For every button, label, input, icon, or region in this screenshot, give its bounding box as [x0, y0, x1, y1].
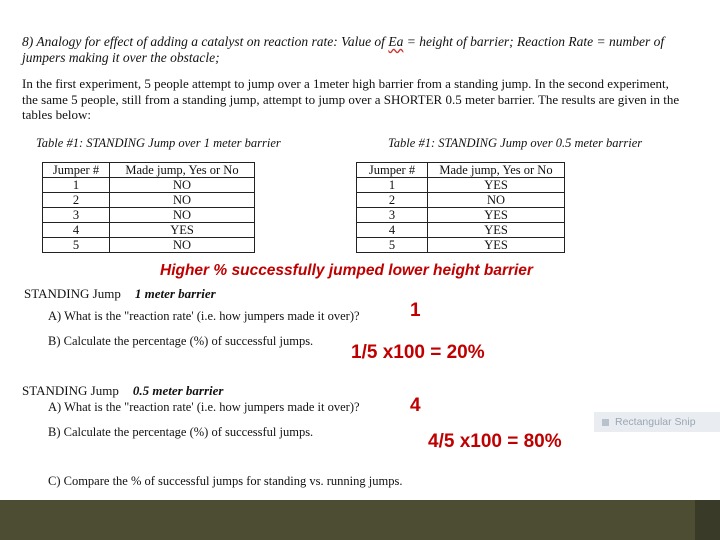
section2-answer-a: 4 [410, 395, 421, 416]
table-cell: NO [110, 178, 255, 193]
table-cell: 5 [43, 238, 110, 253]
table1-caption: Table #1: STANDING Jump over 1 meter barrier [36, 136, 281, 150]
table-cell: 3 [357, 208, 428, 223]
table-cell: 4 [43, 223, 110, 238]
table-cell: NO [428, 193, 565, 208]
section2-question-a: A) What is the "reaction rate' (i.e. how jumpers made it over)? [48, 400, 360, 414]
snip-tooltip[interactable] [594, 412, 720, 432]
table-cell: 3 [43, 208, 110, 223]
table1-header-row [43, 163, 255, 178]
highlight-conclusion: Higher % successfully jumped lower height barrier [160, 262, 533, 279]
table-cell: YES [428, 208, 565, 223]
table-cell: NO [110, 193, 255, 208]
table2-caption: Table #1: STANDING Jump over 0.5 meter barrier [388, 136, 643, 150]
section1-heading-text: STANDING Jump [24, 286, 121, 301]
table-cell: 4 [357, 223, 428, 238]
table-cell: 2 [43, 193, 110, 208]
table-cell: 5 [357, 238, 428, 253]
snip-tooltip-label: Rectangular Snip [615, 416, 696, 428]
table-row [357, 193, 565, 208]
section2-answer-b: 4/5 x100 = 80% [428, 431, 562, 452]
table-row [357, 208, 565, 223]
table-row [43, 193, 255, 208]
table-row [357, 223, 565, 238]
table-row [43, 178, 255, 193]
question-c: C) Compare the % of successful jumps for standing vs. running jumps. [48, 474, 403, 488]
section1-question-b: B) Calculate the percentage (%) of successful jumps. [48, 334, 314, 348]
section1-answer-b: 1/5 x100 = 20% [351, 342, 485, 363]
table-cell: YES [428, 238, 565, 253]
table-row [357, 178, 565, 193]
section1-barrier: 1 meter barrier [134, 286, 216, 301]
table2-header-jumper: Jumper # [357, 163, 428, 178]
table2-header-made-jump: Made jump, Yes or No [428, 163, 565, 178]
table-row [357, 238, 565, 253]
table-cell: 1 [43, 178, 110, 193]
section2-heading [22, 383, 223, 399]
scissors-icon [602, 419, 609, 426]
table-row [43, 208, 255, 223]
table2 [356, 162, 565, 253]
slide-top-margin [0, 0, 720, 30]
table-row [43, 223, 255, 238]
table-cell: 2 [357, 193, 428, 208]
table-cell: YES [110, 223, 255, 238]
title-prefix: 8) Analogy for effect of adding a catalyst on reaction rate: Value of [22, 34, 389, 49]
table-row [43, 238, 255, 253]
table1 [42, 162, 255, 253]
table-cell: NO [110, 238, 255, 253]
table-cell: 1 [357, 178, 428, 193]
section2-question-b: B) Calculate the percentage (%) of successful jumps. [48, 425, 314, 439]
table-cell: YES [428, 178, 565, 193]
slide-bottom-band-accent [695, 500, 720, 540]
intro-paragraph: In the first experiment, 5 people attempt to jump over a 1meter high barrier from a standing jump. In the second experiment, the same 5 people, still from a standing jump, attempt to jump over a SHORTER 0.5 meter barrier. The results are given in the tables below: [22, 76, 680, 122]
problem-title [22, 34, 692, 66]
title-ea: Ea [388, 34, 404, 49]
table2-header-row [357, 163, 565, 178]
section1-answer-a: 1 [410, 300, 421, 321]
table1-header-made-jump: Made jump, Yes or No [110, 163, 255, 178]
table-cell: NO [110, 208, 255, 223]
table1-header-jumper: Jumper # [43, 163, 110, 178]
table-cell: YES [428, 223, 565, 238]
title-suffix: = height of barrier; Reaction Rate = number of jumpers making it over the obstacle; [22, 34, 665, 65]
section1-heading [24, 286, 216, 302]
section1-question-a: A) What is the "reaction rate' (i.e. how jumpers made it over)? [48, 309, 360, 323]
section2-heading-text: STANDING Jump [22, 383, 119, 398]
section2-barrier: 0.5 meter barrier [132, 383, 224, 398]
slide-bottom-band [0, 500, 720, 540]
